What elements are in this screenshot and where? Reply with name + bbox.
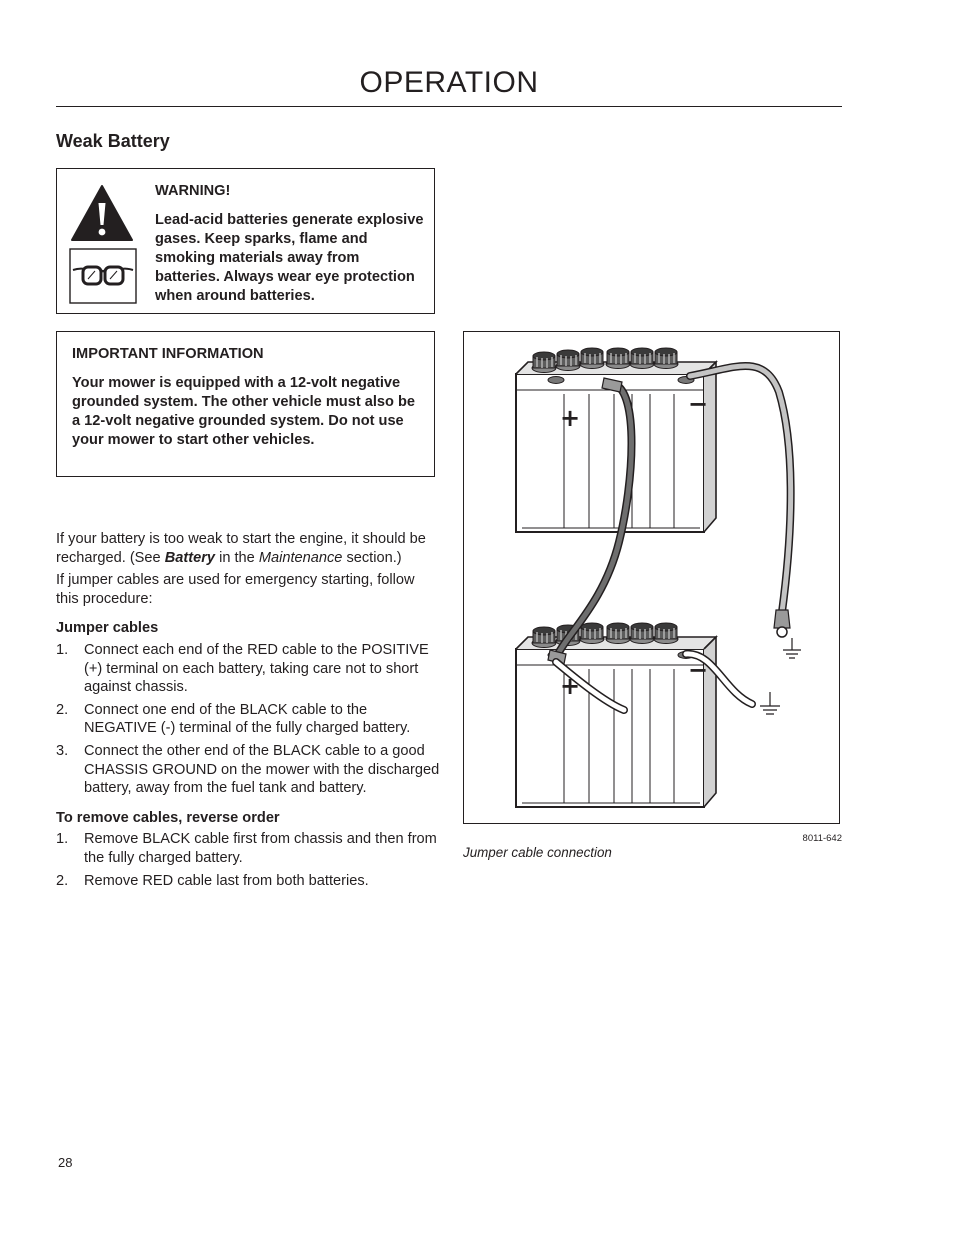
page-header-title: OPERATION xyxy=(359,66,539,99)
warning-icons xyxy=(69,183,135,309)
top-negative-mark: − xyxy=(688,390,709,418)
important-heading: IMPORTANT INFORMATION xyxy=(72,346,264,362)
remove-cables-heading: To remove cables, reverse order xyxy=(56,809,280,826)
procedure-column xyxy=(56,530,441,894)
important-info-box xyxy=(56,331,435,477)
list-item: 2. Connect one end of the BLACK cable to the NEGATIVE (-) terminal of the fully charged battery. xyxy=(56,701,411,737)
jumper-cable-figure xyxy=(463,331,840,824)
important-text: Your mower is equipped with a 12-volt negative grounded system. The other vehicle must also be a 12-volt negative grounded system. Do not use your mower to start other vehicles. xyxy=(72,375,416,448)
safety-goggles-icon xyxy=(69,248,137,304)
top-positive-mark: + xyxy=(560,404,581,432)
header-divider xyxy=(56,106,842,107)
jumper-steps-list xyxy=(56,641,441,798)
list-item: 1. Remove BLACK cable first from chassis and then from the fully charged battery. xyxy=(56,831,437,866)
page-number: 28 xyxy=(58,1155,73,1170)
jumper-intro-paragraph: If jumper cables are used for emergency starting, follow this procedure: xyxy=(56,572,415,607)
section-title: Weak Battery xyxy=(56,131,170,151)
bottom-negative-mark: − xyxy=(688,656,709,684)
warning-box xyxy=(56,168,435,314)
list-item: 2. Remove RED cable last from both batteries. xyxy=(56,872,369,889)
warning-heading: WARNING! xyxy=(155,183,231,199)
remove-steps-list xyxy=(56,830,441,890)
important-text-block xyxy=(72,345,424,460)
figure-code: 8011-642 xyxy=(802,833,842,844)
warning-text-block xyxy=(155,182,427,316)
intro-text-in: in the xyxy=(215,549,259,566)
warning-triangle-icon xyxy=(69,183,135,243)
warning-text: Lead-acid batteries generate explosive gases. Keep sparks, flame and smoking materials away from batteries. Always wear eye protection when around batteries. xyxy=(155,212,424,304)
bottom-positive-mark: + xyxy=(560,672,581,700)
list-item: 1. Connect each end of the RED cable to the POSITIVE (+) terminal on each battery, taking care not to short against chassis. xyxy=(56,641,429,696)
list-item: 3. Connect the other end of the BLACK cable to a good CHASSIS GROUND on the mower with the discharged battery, away from the fuel tank and battery. xyxy=(56,742,440,797)
battery-reference: Battery xyxy=(164,549,216,566)
intro-paragraph xyxy=(56,530,441,567)
intro-text: If your battery is too weak to start the engine, it should be recharged. (See xyxy=(56,531,426,566)
maintenance-reference: Maintenance xyxy=(258,549,343,566)
intro-text-end: section.) xyxy=(342,549,402,566)
jumper-cable-illustration xyxy=(464,332,838,822)
figure-caption: Jumper cable connection xyxy=(463,845,612,860)
jumper-cables-heading: Jumper cables xyxy=(56,620,159,637)
